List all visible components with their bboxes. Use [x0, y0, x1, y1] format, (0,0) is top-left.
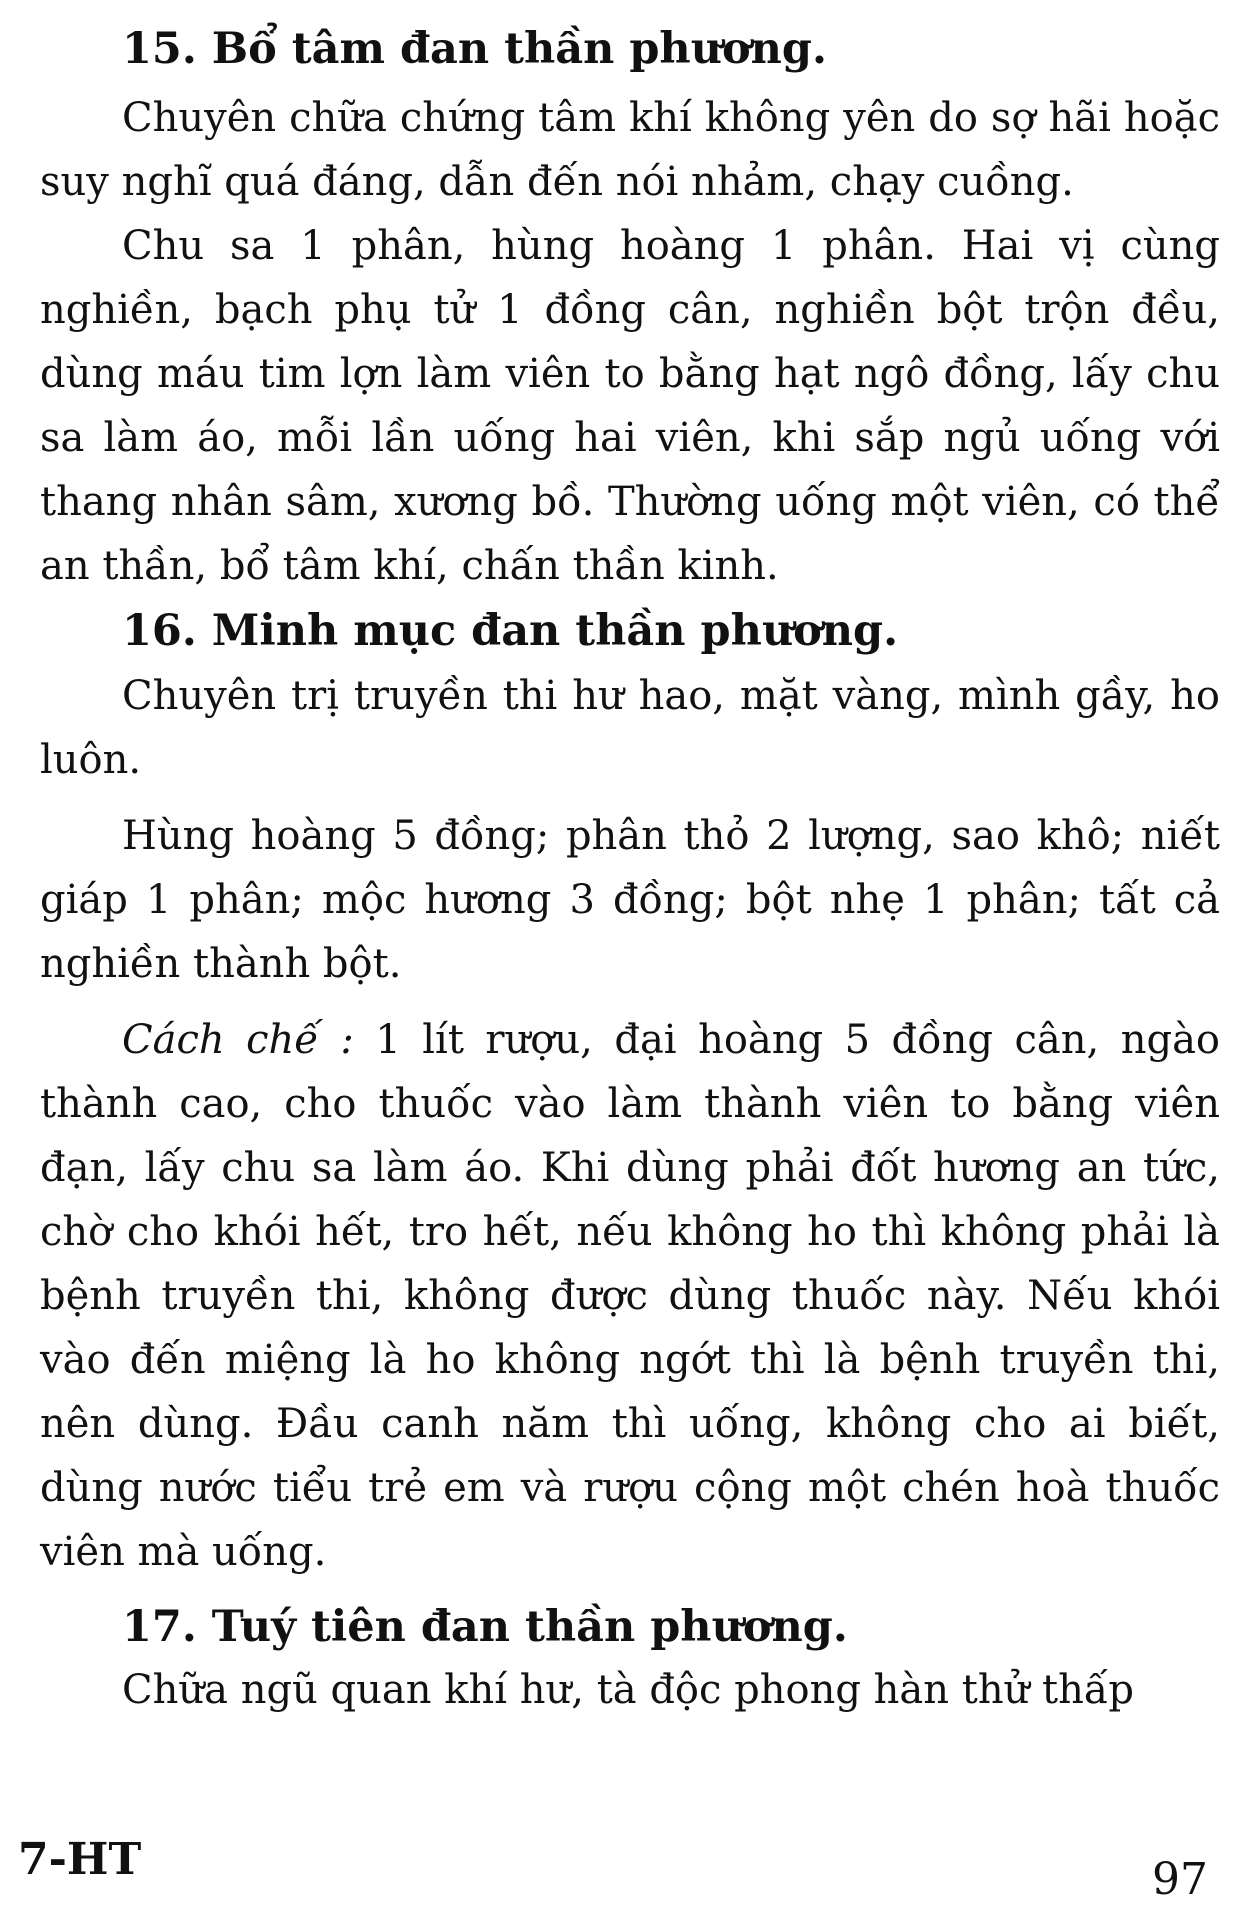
method-label: Cách chế : [122, 1017, 354, 1063]
section-17 [40, 1596, 1220, 1722]
page-number: 97 [1152, 1854, 1208, 1905]
section-16 [40, 600, 1220, 1584]
section-15 [40, 18, 1220, 598]
page-content [40, 18, 1220, 1722]
paragraph: Hùng hoàng 5 đồng; phân thỏ 2 lượng, sao khô; niết giáp 1 phân; mộc hương 3 đồng; bột nhẹ 1 phân; tất cả nghiền thành bột. [40, 813, 1220, 987]
section-heading: 17. Tuý tiên đan thần phương. [122, 1602, 848, 1652]
method-paragraph [40, 1008, 1220, 1584]
paragraph: Chu sa 1 phân, hùng hoàng 1 phân. Hai vị cùng nghiền, bạch phụ tử 1 đồng cân, nghiền bột trộn đều, dùng máu tim lợn làm viên to bằng hạt ngô đồng, lấy chu sa làm áo, mỗi lần uống hai viên, khi sắp ngủ uống với thang nhân sâm, xương bồ. Thường uống một viên, có thể an thần, bổ tâm khí, chấn thần kinh. [40, 223, 1220, 589]
section-heading: 15. Bổ tâm đan thần phương. [122, 24, 827, 74]
paragraph: Chuyên chữa chứng tâm khí không yên do sợ hãi hoặc suy nghĩ quá đáng, dẫn đến nói nhảm, chạy cuồng. [40, 95, 1220, 205]
method-text: 1 lít rượu, đại hoàng 5 đồng cân, ngào thành cao, cho thuốc vào làm thành viên to bằng viên đạn, lấy chu sa làm áo. Khi dùng phải đốt hương an tức, chờ cho khói hết, tro hết, nếu không ho thì không phải là bệnh truyền thi, không được dùng thuốc này. Nếu khói vào đến miệng là ho không ngớt thì là bệnh truyền thi, nên dùng. Đầu canh năm thì uống, không cho ai biết, dùng nước tiểu trẻ em và rượu cộng một chén hoà thuốc viên mà uống. [40, 1017, 1220, 1575]
paragraph: Chuyên trị truyền thi hư hao, mặt vàng, mình gầy, ho luôn. [40, 673, 1220, 783]
printer-signature: 7-HT [18, 1834, 142, 1885]
section-heading: 16. Minh mục đan thần phương. [122, 606, 899, 656]
paragraph: Chữa ngũ quan khí hư, tà độc phong hàn thử thấp [122, 1667, 1135, 1713]
